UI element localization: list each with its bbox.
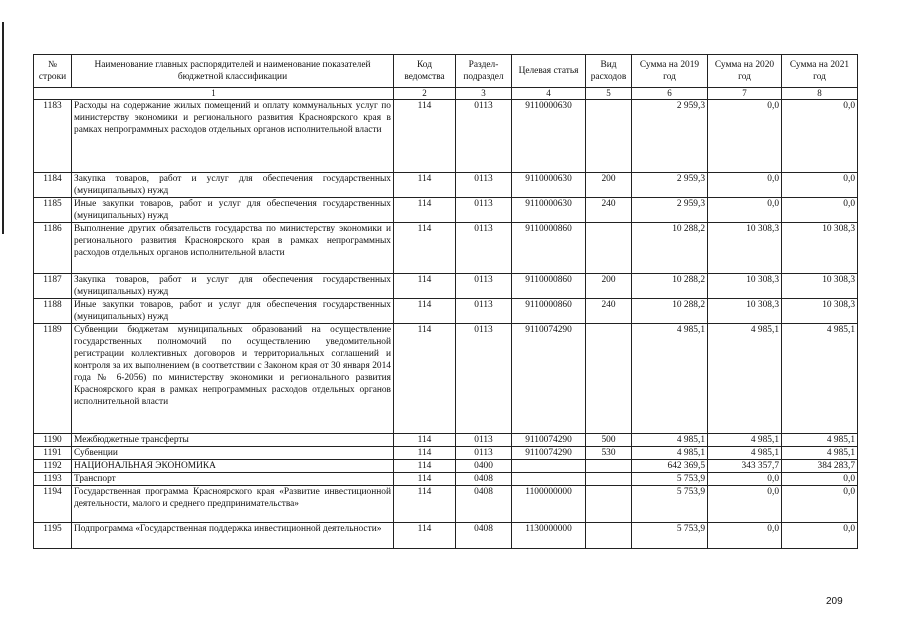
column-number: 8 bbox=[782, 88, 858, 100]
row-sum-2021: 0,0 bbox=[782, 198, 858, 223]
row-department-code: 114 bbox=[394, 523, 456, 549]
row-sum-2020: 343 357,7 bbox=[708, 460, 782, 473]
row-sum-2019: 5 753,9 bbox=[632, 473, 708, 486]
row-section: 0408 bbox=[456, 486, 512, 523]
header-expense-type: Вид расходов bbox=[586, 55, 632, 88]
row-section: 0113 bbox=[456, 274, 512, 299]
row-number: 1189 bbox=[34, 324, 72, 434]
row-target-article: 9110074290 bbox=[512, 434, 586, 447]
row-sum-2021: 0,0 bbox=[782, 100, 858, 173]
row-sum-2021: 0,0 bbox=[782, 486, 858, 523]
row-expense-type bbox=[586, 324, 632, 434]
row-department-code: 114 bbox=[394, 486, 456, 523]
row-sum-2021: 10 308,3 bbox=[782, 274, 858, 299]
table-row bbox=[34, 274, 858, 299]
row-department-code: 114 bbox=[394, 434, 456, 447]
row-expense-type bbox=[586, 486, 632, 523]
row-number: 1191 bbox=[34, 447, 72, 460]
row-name: Выполнение других обязательств государства по министерству экономики и регионального развития Красноярского края в рамках непрограммных расходов отдельных органов исполнительной власти bbox=[72, 223, 394, 274]
row-department-code: 114 bbox=[394, 324, 456, 434]
row-sum-2020: 0,0 bbox=[708, 100, 782, 173]
table-header-row bbox=[34, 55, 858, 88]
header-section: Раздел-подраздел bbox=[456, 55, 512, 88]
column-number: 4 bbox=[512, 88, 586, 100]
row-number: 1192 bbox=[34, 460, 72, 473]
row-name: НАЦИОНАЛЬНАЯ ЭКОНОМИКА bbox=[72, 460, 394, 473]
column-number: 7 bbox=[708, 88, 782, 100]
row-section: 0113 bbox=[456, 198, 512, 223]
row-number: 1195 bbox=[34, 523, 72, 549]
table-row bbox=[34, 100, 858, 173]
header-sum-2020: Сумма на 2020 год bbox=[708, 55, 782, 88]
row-department-code: 114 bbox=[394, 173, 456, 198]
row-name: Субвенции bbox=[72, 447, 394, 460]
table-row bbox=[34, 223, 858, 274]
row-expense-type bbox=[586, 460, 632, 473]
row-target-article bbox=[512, 460, 586, 473]
row-section: 0113 bbox=[456, 324, 512, 434]
table-row bbox=[34, 299, 858, 324]
row-target-article: 9110000630 bbox=[512, 198, 586, 223]
row-expense-type: 240 bbox=[586, 198, 632, 223]
row-section: 0113 bbox=[456, 447, 512, 460]
row-sum-2020: 10 308,3 bbox=[708, 223, 782, 274]
row-expense-type: 200 bbox=[586, 173, 632, 198]
row-target-article: 9110074290 bbox=[512, 324, 586, 434]
row-expense-type: 530 bbox=[586, 447, 632, 460]
column-number-row bbox=[34, 88, 858, 100]
table-body bbox=[34, 100, 858, 549]
row-name: Межбюджетные трансферты bbox=[72, 434, 394, 447]
row-sum-2019: 4 985,1 bbox=[632, 434, 708, 447]
row-section: 0400 bbox=[456, 460, 512, 473]
row-sum-2019: 5 753,9 bbox=[632, 523, 708, 549]
row-section: 0408 bbox=[456, 473, 512, 486]
header-sum-2021: Сумма на 2021 год bbox=[782, 55, 858, 88]
row-sum-2021: 0,0 bbox=[782, 473, 858, 486]
row-section: 0408 bbox=[456, 523, 512, 549]
binding-line bbox=[2, 22, 4, 234]
row-number: 1184 bbox=[34, 173, 72, 198]
row-target-article: 1100000000 bbox=[512, 486, 586, 523]
table-row bbox=[34, 324, 858, 434]
row-name: Иные закупки товаров, работ и услуг для обеспечения государственных (муниципальных) нужд bbox=[72, 198, 394, 223]
row-number: 1185 bbox=[34, 198, 72, 223]
row-sum-2021: 0,0 bbox=[782, 173, 858, 198]
row-sum-2020: 0,0 bbox=[708, 486, 782, 523]
row-sum-2020: 10 308,3 bbox=[708, 274, 782, 299]
row-department-code: 114 bbox=[394, 460, 456, 473]
row-department-code: 114 bbox=[394, 223, 456, 274]
row-sum-2021: 10 308,3 bbox=[782, 299, 858, 324]
row-department-code: 114 bbox=[394, 274, 456, 299]
row-sum-2019: 10 288,2 bbox=[632, 274, 708, 299]
row-sum-2020: 4 985,1 bbox=[708, 447, 782, 460]
row-number: 1187 bbox=[34, 274, 72, 299]
row-sum-2020: 0,0 bbox=[708, 523, 782, 549]
row-number: 1186 bbox=[34, 223, 72, 274]
row-department-code: 114 bbox=[394, 299, 456, 324]
header-department-code: Код ведомства bbox=[394, 55, 456, 88]
row-sum-2019: 4 985,1 bbox=[632, 447, 708, 460]
row-name: Субвенции бюджетам муниципальных образований на осуществление государственных полномочий по осуществлению уведомительной регистрации коллективных договоров и территориальных соглашений и контроля за их выполнением (в соответствии с Законом края от 30 января 2014 года № 6-2056) по министерству экономики и регионального развития Красноярского края в рамках непрограммных расходов отдельных органов исполнительной власти bbox=[72, 324, 394, 434]
row-sum-2020: 10 308,3 bbox=[708, 299, 782, 324]
row-number: 1183 bbox=[34, 100, 72, 173]
row-number: 1193 bbox=[34, 473, 72, 486]
row-name: Подпрограмма «Государственная поддержка инвестиционной деятельности» bbox=[72, 523, 394, 549]
row-target-article: 9110000860 bbox=[512, 223, 586, 274]
table-row bbox=[34, 473, 858, 486]
row-section: 0113 bbox=[456, 299, 512, 324]
page-number: 209 bbox=[826, 596, 843, 607]
column-number: 2 bbox=[394, 88, 456, 100]
row-name: Иные закупки товаров, работ и услуг для обеспечения государственных (муниципальных) нужд bbox=[72, 299, 394, 324]
row-department-code: 114 bbox=[394, 447, 456, 460]
header-target-article: Целевая статья bbox=[512, 55, 586, 88]
row-section: 0113 bbox=[456, 434, 512, 447]
table-row bbox=[34, 460, 858, 473]
row-department-code: 114 bbox=[394, 198, 456, 223]
row-sum-2019: 4 985,1 bbox=[632, 324, 708, 434]
row-name: Расходы на содержание жилых помещений и оплату коммунальных услуг по министерству экономики и регионального развития Красноярского края в рамках непрограммных расходов отдельных органов исполнительной власти bbox=[72, 100, 394, 173]
row-sum-2019: 10 288,2 bbox=[632, 223, 708, 274]
row-expense-type bbox=[586, 100, 632, 173]
row-sum-2019: 642 369,5 bbox=[632, 460, 708, 473]
column-number: 5 bbox=[586, 88, 632, 100]
row-number: 1188 bbox=[34, 299, 72, 324]
row-name: Транспорт bbox=[72, 473, 394, 486]
column-number: 6 bbox=[632, 88, 708, 100]
row-target-article: 9110000860 bbox=[512, 299, 586, 324]
row-target-article: 9110000860 bbox=[512, 274, 586, 299]
table-row bbox=[34, 447, 858, 460]
header-name: Наименование главных распорядителей и наименование показателей бюджетной классификации bbox=[72, 55, 394, 88]
table-row bbox=[34, 434, 858, 447]
row-expense-type bbox=[586, 473, 632, 486]
row-sum-2019: 2 959,3 bbox=[632, 100, 708, 173]
row-section: 0113 bbox=[456, 223, 512, 274]
row-sum-2019: 10 288,2 bbox=[632, 299, 708, 324]
row-name: Закупка товаров, работ и услуг для обеспечения государственных (муниципальных) нужд bbox=[72, 274, 394, 299]
row-sum-2020: 0,0 bbox=[708, 198, 782, 223]
row-sum-2020: 0,0 bbox=[708, 473, 782, 486]
row-department-code: 114 bbox=[394, 473, 456, 486]
row-target-article: 1130000000 bbox=[512, 523, 586, 549]
budget-table bbox=[33, 54, 858, 549]
row-department-code: 114 bbox=[394, 100, 456, 173]
row-expense-type bbox=[586, 523, 632, 549]
header-row-number: № строки bbox=[34, 55, 72, 88]
table-row bbox=[34, 198, 858, 223]
row-name: Государственная программа Красноярского края «Развитие инвестиционной деятельности, малого и среднего предпринимательства» bbox=[72, 486, 394, 523]
row-target-article: 9110000630 bbox=[512, 100, 586, 173]
row-name: Закупка товаров, работ и услуг для обеспечения государственных (муниципальных) нужд bbox=[72, 173, 394, 198]
header-sum-2019: Сумма на 2019 год bbox=[632, 55, 708, 88]
table-row bbox=[34, 523, 858, 549]
row-number: 1194 bbox=[34, 486, 72, 523]
column-number: 3 bbox=[456, 88, 512, 100]
row-section: 0113 bbox=[456, 173, 512, 198]
column-number: 1 bbox=[34, 88, 394, 100]
row-target-article: 9110000630 bbox=[512, 173, 586, 198]
row-sum-2021: 0,0 bbox=[782, 523, 858, 549]
row-number: 1190 bbox=[34, 434, 72, 447]
row-sum-2019: 2 959,3 bbox=[632, 173, 708, 198]
row-section: 0113 bbox=[456, 100, 512, 173]
row-target-article: 9110074290 bbox=[512, 447, 586, 460]
table-row bbox=[34, 173, 858, 198]
row-sum-2020: 4 985,1 bbox=[708, 434, 782, 447]
row-expense-type: 500 bbox=[586, 434, 632, 447]
row-sum-2020: 4 985,1 bbox=[708, 324, 782, 434]
row-sum-2021: 4 985,1 bbox=[782, 434, 858, 447]
row-expense-type: 240 bbox=[586, 299, 632, 324]
row-sum-2021: 4 985,1 bbox=[782, 324, 858, 434]
row-sum-2021: 10 308,3 bbox=[782, 223, 858, 274]
row-sum-2020: 0,0 bbox=[708, 173, 782, 198]
row-expense-type bbox=[586, 223, 632, 274]
table-row bbox=[34, 486, 858, 523]
row-target-article bbox=[512, 473, 586, 486]
row-sum-2021: 384 283,7 bbox=[782, 460, 858, 473]
row-expense-type: 200 bbox=[586, 274, 632, 299]
row-sum-2021: 4 985,1 bbox=[782, 447, 858, 460]
row-sum-2019: 2 959,3 bbox=[632, 198, 708, 223]
row-sum-2019: 5 753,9 bbox=[632, 486, 708, 523]
